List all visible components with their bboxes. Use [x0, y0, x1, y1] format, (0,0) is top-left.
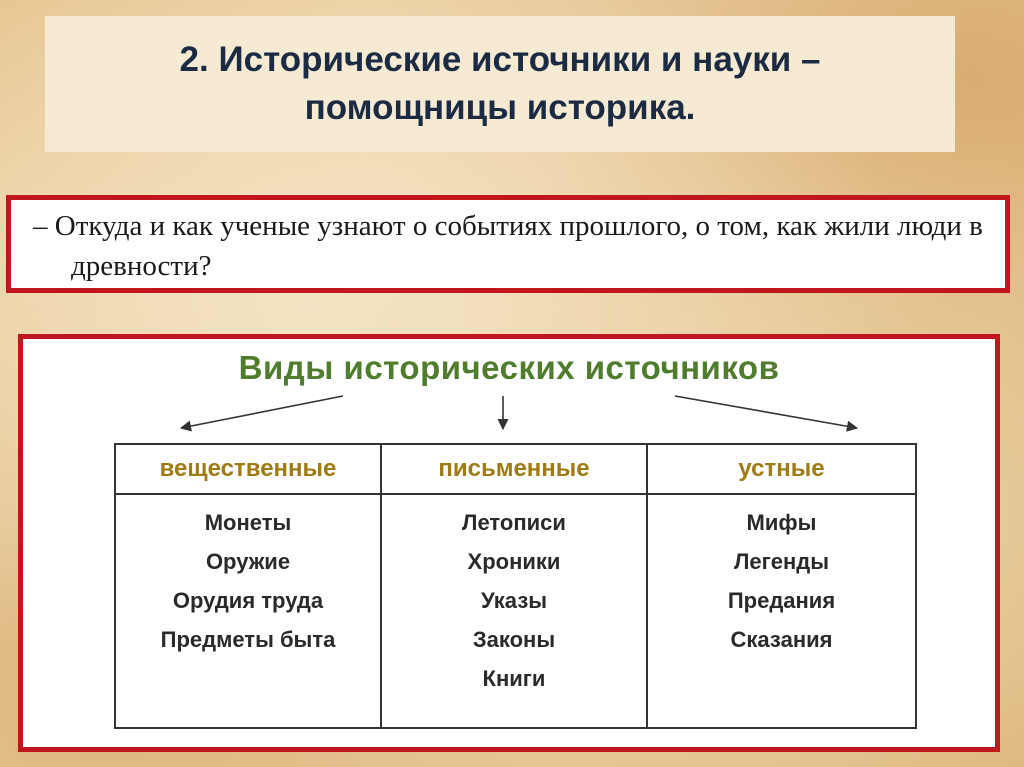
sources-table: [114, 443, 917, 729]
title-box: [45, 16, 955, 152]
list-item: Оружие: [205, 549, 291, 574]
arrow-left: [181, 396, 343, 428]
list-item: Легенды: [733, 549, 830, 574]
list-item: Указы: [480, 588, 548, 613]
list-item: Сказания: [730, 627, 833, 652]
material-items: [115, 494, 381, 728]
question-box: [6, 195, 1010, 293]
diagram-box: [18, 334, 1000, 752]
header-material: вещественные: [115, 444, 381, 494]
items-row: [115, 494, 916, 728]
arrows: [23, 339, 995, 449]
list-item: Хроники: [467, 549, 561, 574]
oral-items: [647, 494, 916, 728]
question-text: – Откуда и как ученые узнают о событиях прошлого, о том, как жили люди в древности?: [33, 210, 983, 282]
list-item: Книги: [482, 666, 546, 691]
header-row: [115, 444, 916, 494]
slide-title: 2. Исторические источники и науки – помощницы историка.: [179, 40, 821, 127]
list-item: Мифы: [746, 510, 817, 535]
list-item: Законы: [472, 627, 556, 652]
list-item: Орудия труда: [172, 588, 324, 613]
header-written: письменные: [381, 444, 647, 494]
list-item: Монеты: [204, 510, 292, 535]
header-oral: устные: [647, 444, 916, 494]
written-items: [381, 494, 647, 728]
list-item: Летописи: [462, 510, 566, 535]
list-item: Предания: [727, 588, 836, 613]
arrow-right: [675, 396, 857, 428]
list-item: Предметы быта: [160, 627, 336, 652]
diagram-title: Виды исторических источников: [238, 349, 780, 386]
